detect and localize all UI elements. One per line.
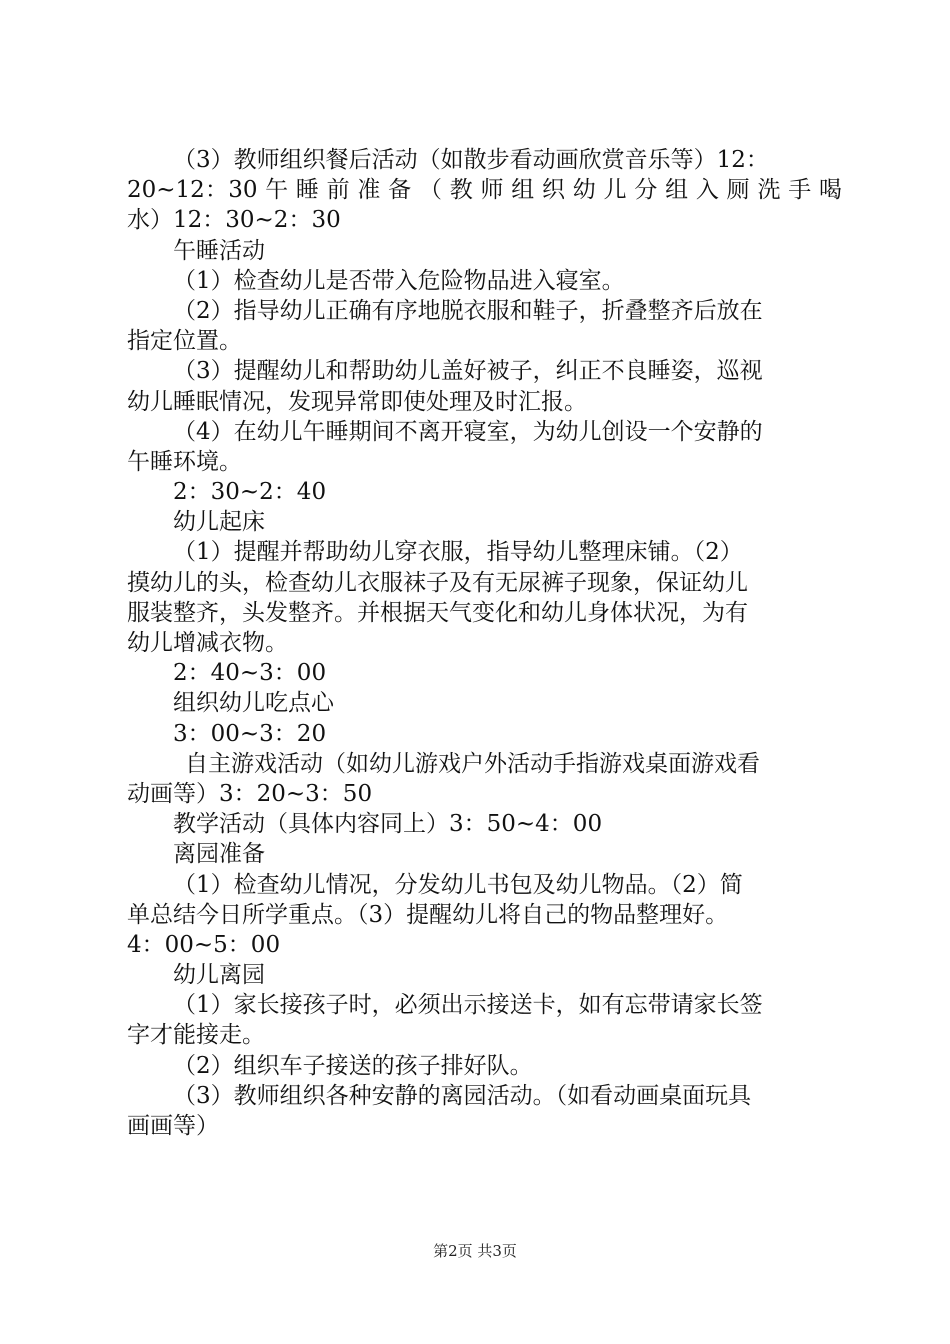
time-range: 2：30~2：40	[173, 479, 327, 506]
text-line: 水）12：30~2：30	[127, 207, 341, 234]
page-footer: 第2页 共3页	[433, 1242, 517, 1260]
text-line: 幼儿睡眠情况，发现异常即使处理及时汇报。	[127, 388, 587, 415]
text-line: 单总结今日所学重点。（3）提醒幼儿将自己的物品整理好。	[127, 901, 729, 928]
time-range: 3：00~3：20	[173, 720, 327, 747]
text-line: 指定位置。	[127, 328, 242, 355]
text-line: （1）检查幼儿情况，分发幼儿书包及幼儿物品。（2）简	[173, 871, 743, 898]
time-range: 4：00~5：00	[127, 931, 281, 958]
text-line: 动画等）3：20~3：50	[127, 780, 373, 807]
text-line: 服装整齐，头发整齐。并根据天气变化和幼儿身体状况，为有	[127, 599, 748, 626]
document-body	[127, 145, 842, 1141]
text-line: 午睡环境。	[127, 448, 242, 475]
section-heading: 幼儿离园	[173, 962, 265, 989]
text-line: 画画等）	[127, 1113, 219, 1139]
text-line: （3）教师组织各种安静的离园活动。（如看动画桌面玩具	[173, 1082, 752, 1109]
section-heading: 幼儿起床	[173, 509, 265, 536]
text-line: （4）在幼儿午睡期间不离开寝室，为幼儿创设一个安静的	[173, 418, 763, 445]
text-line: 教学活动（具体内容同上）3：50~4：00	[173, 811, 603, 838]
section-heading: 组织幼儿吃点心	[173, 690, 334, 717]
text-line: （1）检查幼儿是否带入危险物品进入寝室。	[173, 267, 625, 294]
text-line: 摸幼儿的头，检查幼儿衣服袜子及有无尿裤子现象，保证幼儿	[127, 569, 748, 596]
section-heading: 离园准备	[173, 841, 265, 868]
text-line: （2）组织车子接送的孩子排好队。	[173, 1052, 533, 1079]
text-line: （1）提醒并帮助幼儿穿衣服，指导幼儿整理床铺。（2）	[173, 539, 743, 566]
text-line: （3）提醒幼儿和帮助幼儿盖好被子，纠正不良睡姿，巡视	[173, 358, 763, 385]
text-line: （2）指导幼儿正确有序地脱衣服和鞋子，折叠整齐后放在	[173, 297, 763, 324]
text-line: 幼儿增减衣物。	[127, 630, 288, 656]
time-range: 2：40~3：00	[173, 660, 327, 687]
text-line: 自主游戏活动（如幼儿游戏户外活动手指游戏桌面游戏看	[185, 750, 760, 777]
section-heading: 午睡活动	[173, 237, 265, 264]
text-line: （3）教师组织餐后活动（如散步看动画欣赏音乐等）12：	[173, 147, 769, 173]
text-line: 20~12：30 午 睡 前 准 备 （ 教 师 组 织 幼 儿 分 组 入 厕 洗 手 喝	[127, 177, 842, 204]
text-line: （1）家长接孩子时，必须出示接送卡，如有忘带请家长签	[173, 992, 763, 1019]
text-line: 字才能接走。	[127, 1022, 265, 1049]
